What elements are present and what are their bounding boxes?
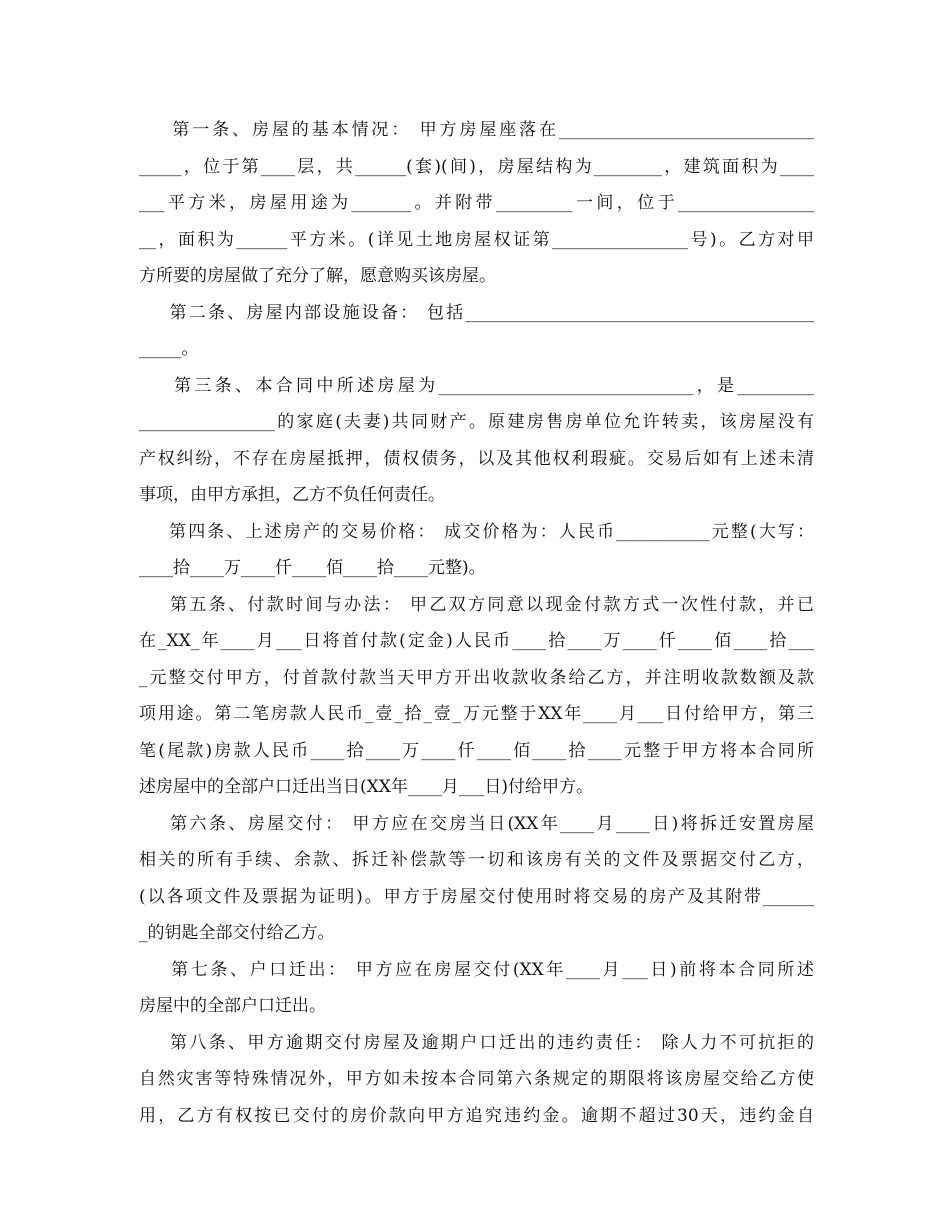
text-line: 第八条、甲方逾期交付房屋及逾期户口迁出的违约责任： 除人力不可抗拒的 xyxy=(139,1032,815,1053)
text-line: 第七条、户口迁出： 甲方应在房屋交付(XX年____月___日)前将本合同所述 xyxy=(139,959,814,980)
text-line: 用，乙方有权按已交付的房价款向甲方追究违约金。逾期不超过30天，违约金自 xyxy=(139,1105,814,1126)
text-line: _____，位于第____层，共______(套)(间)，房屋结构为________，建筑面积为____ xyxy=(139,156,814,177)
text-line: 第五条、付款时间与办法： 甲乙双方同意以现金付款方式一次性付款，并已 xyxy=(139,594,815,615)
text-line: 第六条、房屋交付： 甲方应在交房当日(XX年____月____日)将拆迁安置房屋 xyxy=(139,813,815,834)
text-line: 项用途。第二笔房款人民币_壹_拾_壹_万元整于XX年____月___日付给甲方，第三 xyxy=(139,704,814,724)
text-line: _的钥匙全部交付给乙方。 xyxy=(139,923,335,943)
text-line: 自然灾害等特殊情况外，甲方如未按本合同第六条规定的期限将该房屋交给乙方使 xyxy=(139,1069,814,1089)
text-line: 产权纠纷，不存在房屋抵押，债权债务，以及其他权利瑕疵。交易后如有上述未清 xyxy=(139,448,814,469)
text-line: 第四条、上述房产的交易价格： 成交价格为：人民币___________元整(大写： xyxy=(139,521,814,542)
text-line: _元整交付甲方，付首款付款当天甲方开出收款收条给乙方，并注明收款数额及款 xyxy=(139,667,814,688)
text-line: 第三条、本合同中所述房屋为______________________________，是_________ xyxy=(139,375,814,396)
text-line: ________________的家庭(夫妻)共同财产。原建房售房单位允许转卖，该房屋没有 xyxy=(139,412,814,432)
text-line: ____拾____万____仟____佰____拾____元整)。 xyxy=(139,558,486,578)
text-line: 第一条、房屋的基本情况： 甲方房屋座落在______________________________ xyxy=(139,120,814,140)
contract-page xyxy=(139,112,814,1134)
text-line: 述房屋中的全部户口迁出当日(XX年____月___日)付给甲方。 xyxy=(139,777,593,797)
text-line: ___平方米，房屋用途为_______。并附带_________一间，位于________________ xyxy=(139,193,814,213)
text-line: 房屋中的全部户口迁出。 xyxy=(139,996,326,1016)
text-line: 第二条、房屋内部设施设备： 包括_________________________________________ xyxy=(139,302,814,323)
text-line: 事项，由甲方承担，乙方不负任何责任。 xyxy=(139,485,445,505)
text-line: 在_XX_年____月___日将首付款(定金)人民币____拾____万____仟____佰____拾___ xyxy=(139,631,814,651)
text-line: __，面积为______平方米。(详见土地房屋权证第________________号)。乙方对甲 xyxy=(139,229,814,250)
text-line: (以各项文件及票据为证明)。甲方于房屋交付使用时将交易的房产及其附带______ xyxy=(139,886,814,907)
text-line: 方所要的房屋做了充分了解，愿意购买该房屋。 xyxy=(139,266,496,286)
text-line: 笔(尾款)房款人民币____拾____万____仟____佰____拾____元整于甲方将本合同所 xyxy=(139,740,814,761)
text-line: _____。 xyxy=(139,339,199,359)
text-line: 相关的所有手续、余款、拆迁补偿款等一切和该房有关的文件及票据交付乙方， xyxy=(139,850,814,870)
